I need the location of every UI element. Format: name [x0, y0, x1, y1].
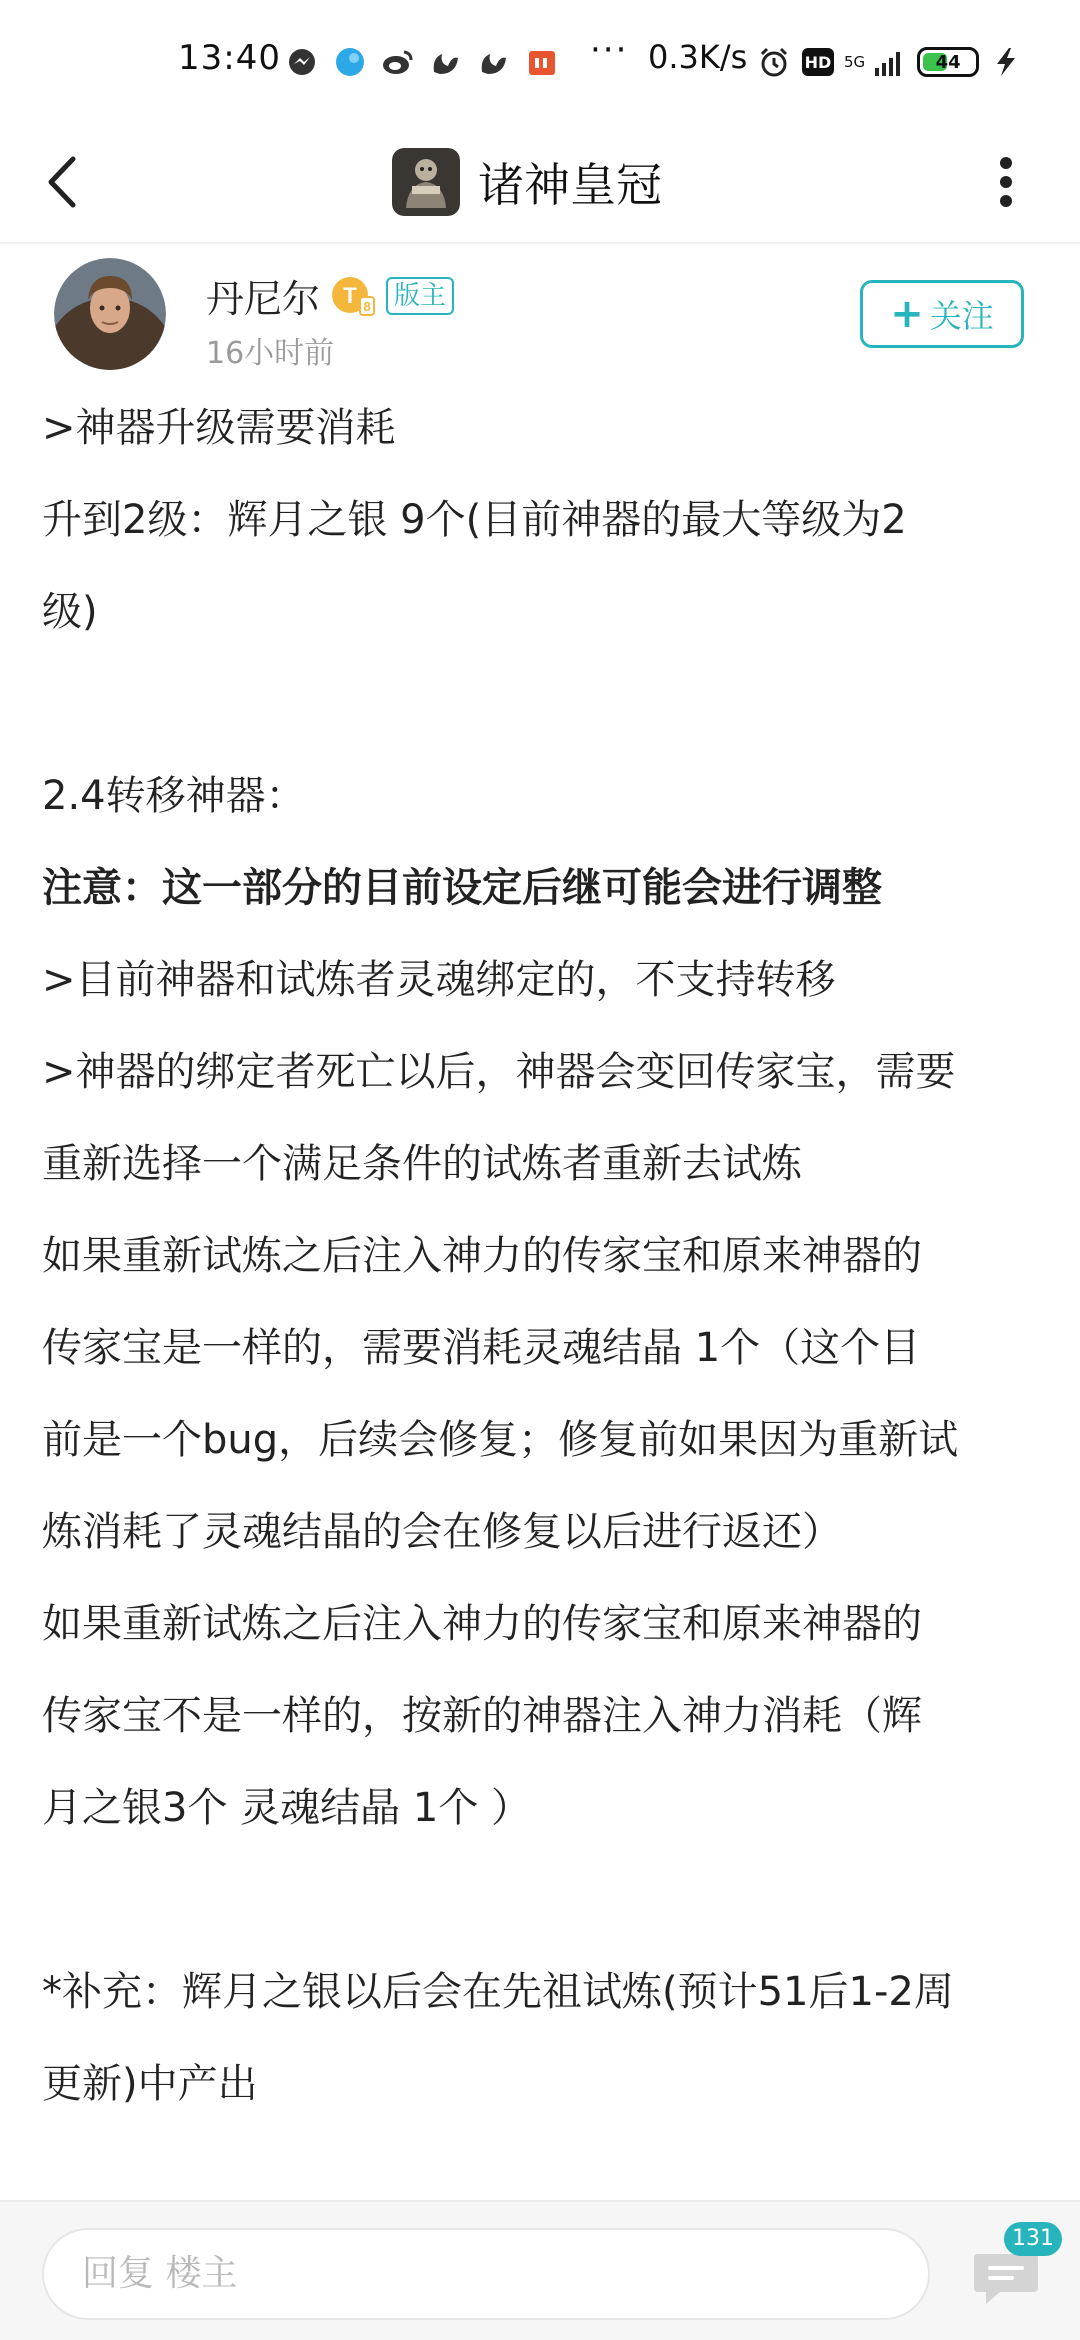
- hd-indicator: HD: [802, 48, 834, 76]
- app-header: [0, 120, 1080, 244]
- status-right: [756, 40, 1025, 84]
- network-speed: 0.3K/s: [648, 38, 748, 76]
- mi-store-icon: [524, 44, 560, 80]
- post-line: 传家宝不是一样的，按新的神器注入神力消耗（辉: [42, 1693, 922, 1739]
- alarm-icon: [756, 44, 792, 80]
- header-title-group: [392, 132, 662, 232]
- post-line: 2.4转移神器：: [42, 773, 306, 819]
- post-line: 如果重新试炼之后注入神力的传家宝和原来神器的: [42, 1601, 922, 1647]
- status-time: 13:40: [178, 38, 281, 78]
- bird-app-icon: [332, 44, 368, 80]
- network-type: 5G: [844, 53, 866, 71]
- plus-icon: +: [890, 291, 924, 337]
- post-line: 重新选择一个满足条件的试炼者重新去试炼: [42, 1141, 802, 1187]
- notification-icons: [284, 40, 560, 84]
- signal-icon: [871, 44, 907, 80]
- level-badge-icon: [330, 273, 376, 319]
- page-title: 诸神皇冠: [478, 158, 662, 212]
- post-line: 月之银3个 灵魂结晶 1个 ）: [42, 1785, 532, 1831]
- level-badge-number: 8: [363, 298, 371, 314]
- post-line: 升到2级：辉月之银 9个(目前神器的最大等级为2: [42, 497, 907, 543]
- post-time: 16小时前: [206, 336, 335, 371]
- more-notifications: ···: [590, 30, 629, 70]
- post-line: 前是一个bug，后续会修复；修复前如果因为重新试: [42, 1417, 959, 1463]
- reply-input[interactable]: 回复 楼主: [42, 2228, 930, 2320]
- post-line: 传家宝是一样的，需要消耗灵魂结晶 1个（这个目: [42, 1325, 921, 1371]
- post-line: 如果重新试炼之后注入神力的传家宝和原来神器的: [42, 1233, 922, 1279]
- weibo-icon: [380, 44, 416, 80]
- uc-browser-icon: [428, 44, 464, 80]
- moderator-badge: 版主: [386, 277, 454, 315]
- charging-icon: [989, 44, 1025, 80]
- uc-browser-icon: [476, 44, 512, 80]
- post-notice-line: 注意：这一部分的目前设定后继可能会进行调整: [42, 865, 882, 911]
- post-line: >目前神器和试炼者灵魂绑定的，不支持转移: [42, 957, 836, 1003]
- back-arrow-icon: [45, 155, 79, 209]
- post-line: >神器升级需要消耗: [42, 405, 396, 451]
- status-bar: [0, 0, 1080, 120]
- post-line: 级): [42, 589, 98, 635]
- post-line: >神器的绑定者死亡以后，神器会变回传家宝，需要: [42, 1049, 956, 1095]
- level-badge-letter: T: [343, 282, 357, 308]
- comment-count-badge: 131: [1004, 2222, 1062, 2256]
- avatar[interactable]: [54, 258, 166, 370]
- back-button[interactable]: [30, 142, 94, 222]
- author-name[interactable]: 丹尼尔: [206, 277, 321, 321]
- post-blank-line: [42, 1854, 1042, 1946]
- follow-button[interactable]: [860, 280, 1024, 348]
- game-logo-icon: [392, 148, 460, 216]
- post-line: *补充：辉月之银以后会在先祖试炼(预计51后1-2周: [42, 1969, 954, 2015]
- post-line: 炼消耗了灵魂结晶的会在修复以后进行返还）: [42, 1509, 842, 1555]
- post-line: 更新)中产出: [42, 2061, 258, 2107]
- post-author: [0, 244, 1080, 384]
- more-options-button[interactable]: [976, 142, 1036, 222]
- battery-indicator: [917, 47, 979, 77]
- post-content: [42, 382, 1042, 2130]
- battery-level: 44: [935, 51, 961, 73]
- reply-bar: [0, 2200, 1080, 2340]
- follow-label: 关注: [929, 297, 994, 335]
- author-name-row: [206, 268, 454, 323]
- more-vertical-icon: [999, 156, 1013, 208]
- post-blank-line: [42, 658, 1042, 750]
- messenger-icon: [284, 44, 320, 80]
